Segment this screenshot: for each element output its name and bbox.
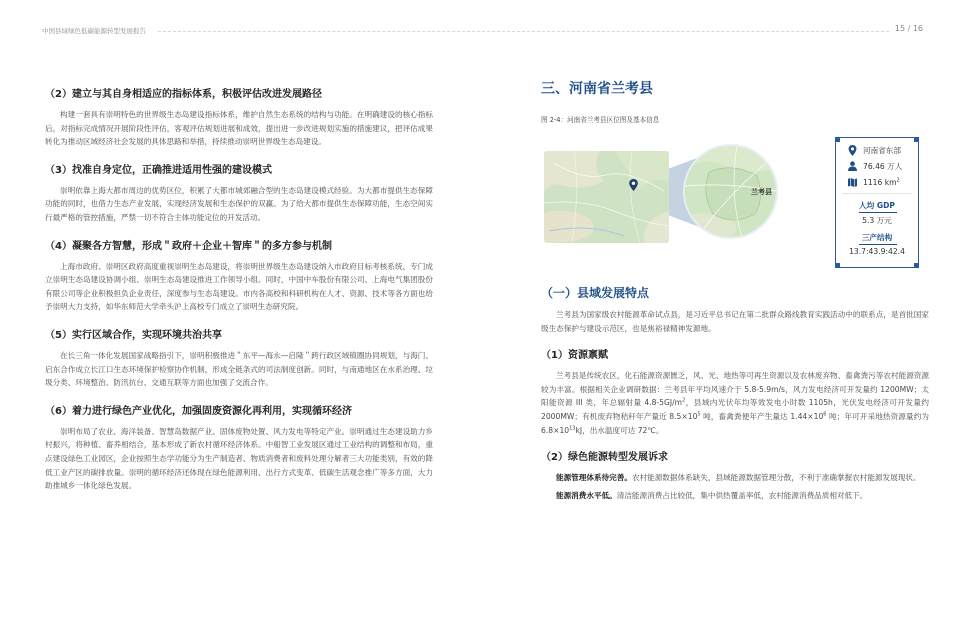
area-map-icon	[848, 178, 857, 187]
page-header	[0, 0, 969, 44]
section-body: 在长三角一体化发展国家战略指引下，崇明积极推进＂东平—海永—启隆＂跨行政区域镇圈协同规划，与海门、启东合作成立长江口生态环境保护检察协作机制，形成全链条式的司法制度创新。同时，与南通地区在水系治理、垃圾分类、环境整治、防汛抗台、交通互联等方面也加强了交流合作。	[45, 350, 433, 388]
subsection-title: （一）县域发展特点	[541, 286, 650, 300]
demand-heading: （2）绿色能源转型发展诉求	[541, 452, 668, 464]
info-area	[848, 176, 900, 188]
section-heading: （5）实行区域合作，实现环境共治共享	[45, 329, 222, 341]
section-2	[45, 88, 433, 149]
location-value: 河南省东部	[863, 145, 901, 155]
info-location	[848, 144, 901, 156]
section-heading: （4）凝聚各方智慧，形成＂政府＋企业＋智库＂的多方参与机制	[45, 240, 332, 252]
population-value: 76.46 万人	[863, 161, 903, 171]
page-number: 15 / 16	[894, 24, 923, 33]
section-body: 上海市政府、崇明区政府高度重视崇明生态岛建设，将崇明世界级生态岛建设纳入市政府目标考核系统，专门成立崇明生态岛建设协调小组、崇明生态岛建设推进工作领导小组。同时，中国中车股份有限公司、上海电气集团股份有限公司等企业积极担负企业责任，深度参与生态岛建设。市内各高校和科研机构在人才、资源、技术等各方面也给予崇明大力支持，如华东师范大学牵头沪上高校专门成立了崇明生态研究院。	[45, 261, 433, 312]
gdp-label: 人均 GDP	[859, 201, 895, 210]
resources-paragraph: 兰考县是传统农区，化石能源资源匮乏，风、光、地热等可再生资源以及农林废弃物、畜禽粪污等农村能源资源较为丰富。根据相关企业调研数据：兰考县年平均风速介于 5.8-5.9m/s，风力发电经济可开发量约 1200MW；太阳能资源 III 类，年总辐射量 $4.8-5GJ/m^2$，县域内光伏年均等效发电小时数 1105h，光伏发电经济可开发量约 2000MW；有机废弃物秸秆年产量近 $8.5\times 10^5$ 吨，畜禽粪便年产生量达 $1.44\times 10^6$ 吨；年可开采地热资源量约为 $6.8\times 10^{13}kJ$，出水温度可达 72℃。	[541, 371, 930, 435]
section-body: 崇明布局了农业、海洋装备、智慧岛数据产业、固体废物处置、风力发电等特定产业。崇明通过生态建设助力乡村振兴，将种植、畜养相结合，基本形成了新农村循环经济体系。中船智工业发展区通过工业结构的调整和布局，重点建设绿色工业园区，企业按照生态学功能分为生产制造者、物质消费者和废料处理分解者三大功能类别，有效的降低工业产区的碳排放量。崇明的循环经济还体现在绿色能源利用、出行方式变革、低碳生活观念推广等多方面，大力助推城乡一体化绿色发展。	[45, 426, 433, 491]
info-card	[835, 137, 919, 268]
report-title: 中国县域绿色低碳能源转型发展报告	[42, 27, 146, 35]
area-value: 1116 $km^2$	[863, 176, 900, 187]
demand-paragraph-2: 能源消费水平低。清洁能源消费占比较低，集中供热覆盖率低，农村能源消费品质相对低下。	[556, 490, 868, 500]
figure-caption: 图 2-4：河南省兰考县区位图及基本信息	[541, 116, 660, 124]
county-map	[683, 144, 778, 239]
section-body: 构建一套具有崇明特色的世界级生态岛建设指标体系，维护自然生态系统的结构与功能。在明确建设的核心指标后，对指标完成情况开展阶段性评估，客观评估规划进展和成效，提出进一步改进规划实施的措施建议，把评估成果转化为推动区域经济社会发展的具体思路和举措，持续推动崇明世界级生态岛建设。	[45, 110, 433, 147]
demand-paragraph-1: 能源管理体系待完善。农村能源数据体系缺失，县域能源数据管理分散，不利于准确掌握农村能源发展现状。	[556, 473, 921, 483]
county-map-label: 兰考县	[751, 188, 772, 196]
section-heading: （3）找准自身定位，正确推进适用性强的建设模式	[45, 164, 272, 176]
left-column	[45, 88, 433, 493]
section-6	[45, 405, 433, 493]
location-figure	[541, 134, 929, 272]
gdp-value: 5.3 万元	[862, 216, 892, 225]
right-column	[541, 78, 929, 502]
resources-heading: （1）资源禀赋	[541, 350, 608, 362]
location-pin-icon	[629, 179, 638, 191]
person-icon	[848, 161, 857, 171]
section-body: 崇明依靠上海大都市周边的优势区位，积累了大都市城郊融合型的生态岛建设模式经验。为大都市提供生态保障功能的同时，也借力生态产业发展，实现经济发展和生态保护的双赢。为了给大都市提供生态保障功能，生态空间实行最严格的管控措施，严禁一切不符合主体功能定位的开发活动。	[45, 185, 433, 222]
structure-label: 三产结构	[861, 233, 893, 242]
location-icon	[848, 145, 857, 156]
section-heading: （6）着力进行绿色产业优化，加强固废资源化再利用，实现循环经济	[45, 405, 352, 417]
section-4	[45, 240, 433, 314]
section-heading: （2）建立与其自身相适应的指标体系，积极评估改进发展路径	[45, 89, 322, 100]
section-title: 三、河南省兰考县	[541, 81, 653, 97]
structure-value: 13.7:43.9:42.4	[849, 247, 905, 256]
info-population	[848, 160, 902, 172]
section-5	[45, 329, 433, 390]
intro-paragraph: 兰考县为国家级农村能源革命试点县，是习近平总书记在第二批群众路线教育实践活动中的联系点，是首批国家级生态保护与建设示范区，也是焦裕禄精神发源地。	[541, 310, 929, 333]
header-divider	[158, 31, 889, 32]
province-map	[544, 151, 669, 243]
section-3	[45, 164, 433, 225]
